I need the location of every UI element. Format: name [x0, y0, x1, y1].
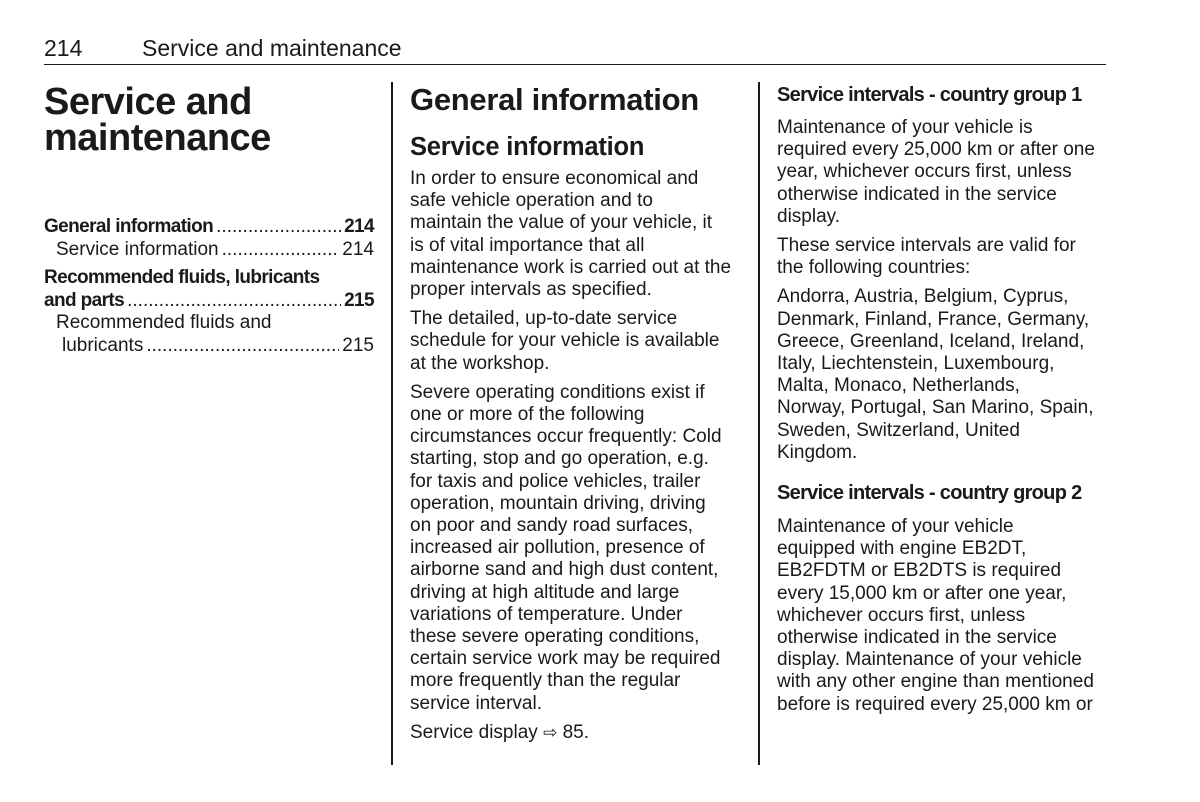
column-divider: [391, 82, 393, 765]
paragraph: Severe operating conditions exist if one or more of the following circumstances occur frequently: Cold starting, stop and go operation, e.g. for taxis and police vehicles, trailer operation, mountain driving, driving on poor and sandy road surfaces, increased air pollution, presence of airborne sand and high dust content, driving at high altitude and large variations of temperature. Under these severe operating conditions, certain service work may be required more frequently than the regular service interval.: [410, 381, 722, 714]
page-header: [44, 34, 1106, 65]
paragraph: These service intervals are valid for the following countries:: [777, 235, 1076, 279]
column-divider: [758, 82, 760, 765]
toc-entry-general-information[interactable]: General information ..... 214: [44, 216, 374, 239]
section-title: General information: [410, 82, 699, 117]
chapter-title: Service and maintenance: [44, 81, 271, 159]
paragraph: The detailed, up-to-date service schedule for your vehicle is available at the workshop.: [410, 308, 720, 374]
subsection-title: Service information: [410, 133, 645, 161]
page-number: 214: [44, 35, 83, 61]
paragraph: Maintenance of your vehicle equipped with engine EB2DT, EB2FDTM or EB2DTS is required every 15,000 km or after one year, whichever occurs first, unless otherwise indicated in the service display. Maintenance of your vehicle with any other engine than mentioned before is required every 25,000 km or: [777, 516, 1094, 715]
paragraph: In order to ensure economical and safe vehicle operation and to maintain the value of your vehicle, it is of vital importance that all maintenance work is carried out at the proper intervals as specified.: [410, 168, 732, 301]
chapter-column: [44, 82, 374, 357]
toc-entry-recommended-fluids-lubricants-parts[interactable]: Recommended fluids, lubricants and parts ..... 215: [44, 267, 374, 312]
toc-entry-service-information[interactable]: Service information ..... 214: [44, 239, 374, 262]
running-title: Service and maintenance: [142, 35, 402, 61]
general-information-column: [410, 82, 740, 751]
table-of-contents: [44, 216, 374, 357]
heading-country-group-1: Service intervals - country group 1: [777, 84, 1082, 106]
paragraph: Maintenance of your vehicle is required every 25,000 km or after one year, whichever occurs first, unless otherwise indicated in the service display.: [777, 117, 1095, 227]
toc-entry-recommended-fluids-lubricants[interactable]: Recommended fluids and lubricants ..... 215: [44, 312, 374, 357]
service-display-reference[interactable]: Service display ⇨ 85.: [410, 721, 590, 743]
page-reference-arrow-icon: ⇨: [543, 722, 558, 742]
service-intervals-column: [777, 82, 1111, 723]
country-list: Andorra, Austria, Belgium, Cyprus, Denmark, Finland, France, Germany, Greece, Greenland, Iceland, Ireland, Italy, Liechtenstein, Luxembourg, Malta, Monaco, Netherlands, Norway, Portugal, San Marino, Spain, Sweden, Switzerland, United Kingdom.: [777, 286, 1094, 463]
heading-country-group-2: Service intervals - country group 2: [777, 482, 1082, 505]
